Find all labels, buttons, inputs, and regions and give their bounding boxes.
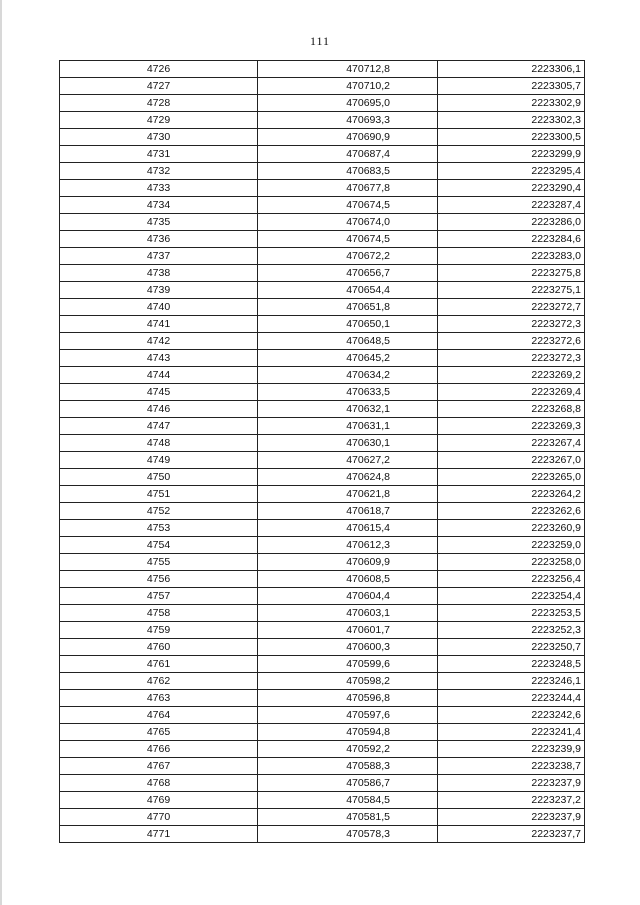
point-number-cell: 4765 (60, 724, 258, 741)
table-row (60, 384, 585, 401)
point-number-cell: 4732 (60, 163, 258, 180)
point-number-cell: 4744 (60, 367, 258, 384)
x-coordinate-cell: 470603,1 (258, 605, 438, 622)
table-row (60, 350, 585, 367)
point-number-cell: 4747 (60, 418, 258, 435)
y-coordinate-cell: 2223237,7 (438, 826, 585, 843)
x-coordinate-cell: 470650,1 (258, 316, 438, 333)
table-row (60, 537, 585, 554)
point-number-cell: 4756 (60, 571, 258, 588)
table-row (60, 707, 585, 724)
y-coordinate-cell: 2223244,4 (438, 690, 585, 707)
y-coordinate-cell: 2223272,6 (438, 333, 585, 350)
point-number-cell: 4740 (60, 299, 258, 316)
y-coordinate-cell: 2223300,5 (438, 129, 585, 146)
table-row (60, 316, 585, 333)
table-row (60, 435, 585, 452)
table-row (60, 197, 585, 214)
x-coordinate-cell: 470710,2 (258, 78, 438, 95)
point-number-cell: 4746 (60, 401, 258, 418)
y-coordinate-cell: 2223272,3 (438, 316, 585, 333)
table-row (60, 792, 585, 809)
x-coordinate-cell: 470624,8 (258, 469, 438, 486)
table-body (60, 61, 585, 843)
point-number-cell: 4738 (60, 265, 258, 282)
x-coordinate-cell: 470604,4 (258, 588, 438, 605)
y-coordinate-cell: 2223259,0 (438, 537, 585, 554)
x-coordinate-cell: 470584,5 (258, 792, 438, 809)
x-coordinate-cell: 470632,1 (258, 401, 438, 418)
point-number-cell: 4730 (60, 129, 258, 146)
x-coordinate-cell: 470712,8 (258, 61, 438, 78)
table-row (60, 673, 585, 690)
y-coordinate-cell: 2223264,2 (438, 486, 585, 503)
x-coordinate-cell: 470674,5 (258, 197, 438, 214)
x-coordinate-cell: 470627,2 (258, 452, 438, 469)
y-coordinate-cell: 2223252,3 (438, 622, 585, 639)
table-row (60, 214, 585, 231)
point-number-cell: 4741 (60, 316, 258, 333)
point-number-cell: 4726 (60, 61, 258, 78)
y-coordinate-cell: 2223272,7 (438, 299, 585, 316)
table-row (60, 809, 585, 826)
table-row (60, 571, 585, 588)
table-row (60, 503, 585, 520)
table-row (60, 95, 585, 112)
x-coordinate-cell: 470693,3 (258, 112, 438, 129)
point-number-cell: 4762 (60, 673, 258, 690)
point-number-cell: 4737 (60, 248, 258, 265)
y-coordinate-cell: 2223253,5 (438, 605, 585, 622)
y-coordinate-cell: 2223299,9 (438, 146, 585, 163)
table-row (60, 163, 585, 180)
x-coordinate-cell: 470633,5 (258, 384, 438, 401)
point-number-cell: 4761 (60, 656, 258, 673)
x-coordinate-cell: 470634,2 (258, 367, 438, 384)
y-coordinate-cell: 2223237,9 (438, 809, 585, 826)
point-number-cell: 4736 (60, 231, 258, 248)
point-number-cell: 4734 (60, 197, 258, 214)
table-row (60, 656, 585, 673)
x-coordinate-cell: 470609,9 (258, 554, 438, 571)
x-coordinate-cell: 470687,4 (258, 146, 438, 163)
table-row (60, 554, 585, 571)
table-row (60, 724, 585, 741)
x-coordinate-cell: 470608,5 (258, 571, 438, 588)
y-coordinate-cell: 2223260,9 (438, 520, 585, 537)
point-number-cell: 4769 (60, 792, 258, 809)
table-row (60, 826, 585, 843)
point-number-cell: 4728 (60, 95, 258, 112)
table-row (60, 418, 585, 435)
x-coordinate-cell: 470648,5 (258, 333, 438, 350)
y-coordinate-cell: 2223283,0 (438, 248, 585, 265)
y-coordinate-cell: 2223246,1 (438, 673, 585, 690)
x-coordinate-cell: 470645,2 (258, 350, 438, 367)
y-coordinate-cell: 2223265,0 (438, 469, 585, 486)
point-number-cell: 4760 (60, 639, 258, 656)
y-coordinate-cell: 2223272,3 (438, 350, 585, 367)
table-row (60, 588, 585, 605)
table-row (60, 299, 585, 316)
page-number: 111 (309, 34, 331, 48)
x-coordinate-cell: 470631,1 (258, 418, 438, 435)
y-coordinate-cell: 2223306,1 (438, 61, 585, 78)
y-coordinate-cell: 2223237,2 (438, 792, 585, 809)
table-row (60, 452, 585, 469)
x-coordinate-cell: 470683,5 (258, 163, 438, 180)
table-row (60, 605, 585, 622)
table-row (60, 401, 585, 418)
coordinates-table (59, 60, 585, 843)
table-row (60, 520, 585, 537)
point-number-cell: 4767 (60, 758, 258, 775)
point-number-cell: 4735 (60, 214, 258, 231)
x-coordinate-cell: 470654,4 (258, 282, 438, 299)
x-coordinate-cell: 470601,7 (258, 622, 438, 639)
y-coordinate-cell: 2223239,9 (438, 741, 585, 758)
x-coordinate-cell: 470598,2 (258, 673, 438, 690)
table-row (60, 775, 585, 792)
table-row (60, 333, 585, 350)
point-number-cell: 4768 (60, 775, 258, 792)
y-coordinate-cell: 2223305,7 (438, 78, 585, 95)
point-number-cell: 4766 (60, 741, 258, 758)
x-coordinate-cell: 470695,0 (258, 95, 438, 112)
x-coordinate-cell: 470672,2 (258, 248, 438, 265)
y-coordinate-cell: 2223275,8 (438, 265, 585, 282)
y-coordinate-cell: 2223284,6 (438, 231, 585, 248)
y-coordinate-cell: 2223250,7 (438, 639, 585, 656)
table-row (60, 129, 585, 146)
x-coordinate-cell: 470588,3 (258, 758, 438, 775)
x-coordinate-cell: 470618,7 (258, 503, 438, 520)
y-coordinate-cell: 2223287,4 (438, 197, 585, 214)
point-number-cell: 4743 (60, 350, 258, 367)
point-number-cell: 4742 (60, 333, 258, 350)
y-coordinate-cell: 2223267,4 (438, 435, 585, 452)
y-coordinate-cell: 2223237,9 (438, 775, 585, 792)
table-row (60, 741, 585, 758)
y-coordinate-cell: 2223269,3 (438, 418, 585, 435)
y-coordinate-cell: 2223267,0 (438, 452, 585, 469)
x-coordinate-cell: 470677,8 (258, 180, 438, 197)
point-number-cell: 4752 (60, 503, 258, 520)
y-coordinate-cell: 2223258,0 (438, 554, 585, 571)
table-row (60, 469, 585, 486)
point-number-cell: 4764 (60, 707, 258, 724)
y-coordinate-cell: 2223290,4 (438, 180, 585, 197)
point-number-cell: 4754 (60, 537, 258, 554)
y-coordinate-cell: 2223295,4 (438, 163, 585, 180)
table-row (60, 78, 585, 95)
table-row (60, 282, 585, 299)
x-coordinate-cell: 470612,3 (258, 537, 438, 554)
y-coordinate-cell: 2223248,5 (438, 656, 585, 673)
table-row (60, 486, 585, 503)
point-number-cell: 4759 (60, 622, 258, 639)
y-coordinate-cell: 2223241,4 (438, 724, 585, 741)
point-number-cell: 4739 (60, 282, 258, 299)
x-coordinate-cell: 470621,8 (258, 486, 438, 503)
table-row (60, 180, 585, 197)
table-row (60, 690, 585, 707)
y-coordinate-cell: 2223286,0 (438, 214, 585, 231)
y-coordinate-cell: 2223275,1 (438, 282, 585, 299)
y-coordinate-cell: 2223302,9 (438, 95, 585, 112)
x-coordinate-cell: 470599,6 (258, 656, 438, 673)
x-coordinate-cell: 470581,5 (258, 809, 438, 826)
point-number-cell: 4748 (60, 435, 258, 452)
table-row (60, 231, 585, 248)
y-coordinate-cell: 2223302,3 (438, 112, 585, 129)
point-number-cell: 4745 (60, 384, 258, 401)
point-number-cell: 4727 (60, 78, 258, 95)
table-row (60, 758, 585, 775)
scan-edge (0, 0, 2, 905)
point-number-cell: 4750 (60, 469, 258, 486)
point-number-cell: 4753 (60, 520, 258, 537)
y-coordinate-cell: 2223269,4 (438, 384, 585, 401)
table-row (60, 265, 585, 282)
y-coordinate-cell: 2223242,6 (438, 707, 585, 724)
point-number-cell: 4751 (60, 486, 258, 503)
table-row (60, 622, 585, 639)
y-coordinate-cell: 2223256,4 (438, 571, 585, 588)
table-row (60, 639, 585, 656)
x-coordinate-cell: 470656,7 (258, 265, 438, 282)
point-number-cell: 4731 (60, 146, 258, 163)
x-coordinate-cell: 470586,7 (258, 775, 438, 792)
x-coordinate-cell: 470596,8 (258, 690, 438, 707)
y-coordinate-cell: 2223262,6 (438, 503, 585, 520)
x-coordinate-cell: 470615,4 (258, 520, 438, 537)
point-number-cell: 4770 (60, 809, 258, 826)
x-coordinate-cell: 470594,8 (258, 724, 438, 741)
point-number-cell: 4749 (60, 452, 258, 469)
table-row (60, 248, 585, 265)
x-coordinate-cell: 470578,3 (258, 826, 438, 843)
y-coordinate-cell: 2223254,4 (438, 588, 585, 605)
y-coordinate-cell: 2223268,8 (438, 401, 585, 418)
table-row (60, 146, 585, 163)
x-coordinate-cell: 470600,3 (258, 639, 438, 656)
point-number-cell: 4733 (60, 180, 258, 197)
point-number-cell: 4771 (60, 826, 258, 843)
x-coordinate-cell: 470630,1 (258, 435, 438, 452)
point-number-cell: 4729 (60, 112, 258, 129)
point-number-cell: 4763 (60, 690, 258, 707)
x-coordinate-cell: 470674,0 (258, 214, 438, 231)
point-number-cell: 4757 (60, 588, 258, 605)
table-row (60, 61, 585, 78)
point-number-cell: 4755 (60, 554, 258, 571)
x-coordinate-cell: 470690,9 (258, 129, 438, 146)
x-coordinate-cell: 470651,8 (258, 299, 438, 316)
y-coordinate-cell: 2223269,2 (438, 367, 585, 384)
x-coordinate-cell: 470674,5 (258, 231, 438, 248)
x-coordinate-cell: 470597,6 (258, 707, 438, 724)
point-number-cell: 4758 (60, 605, 258, 622)
table-row (60, 367, 585, 384)
y-coordinate-cell: 2223238,7 (438, 758, 585, 775)
table-row (60, 112, 585, 129)
x-coordinate-cell: 470592,2 (258, 741, 438, 758)
